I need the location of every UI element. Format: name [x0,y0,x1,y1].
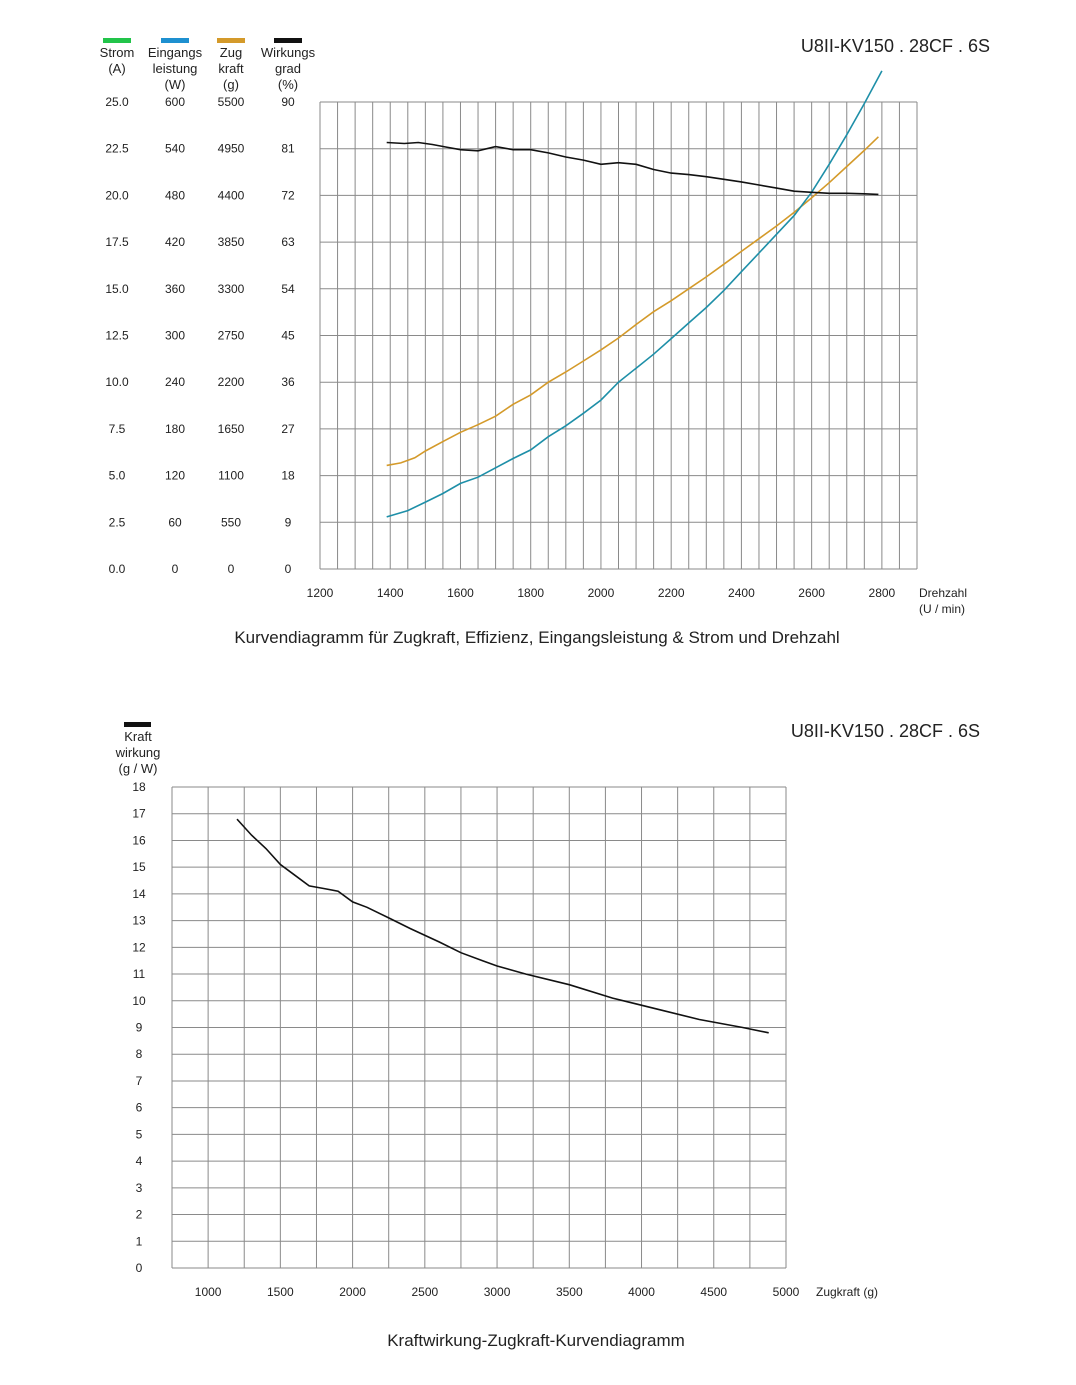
y-tick-label: 12 [132,940,146,955]
y-tick-label-strom: 12.5 [105,328,129,343]
y-tick-label-wirkungsgrad: 36 [281,375,295,390]
x-tick-label: 1200 [306,586,334,600]
y-tick-label-wirkungsgrad: 72 [281,188,295,203]
x-tick-label: 1800 [517,586,545,600]
y-tick-label-zugkraft: 2200 [217,375,245,390]
x-tick-label: 2600 [798,586,825,600]
y-tick-label-eingangsleistung: 180 [164,421,186,436]
x-tick-label: 5000 [772,1285,800,1299]
y-tick-label-zugkraft: 1650 [217,421,245,436]
y-tick-label-eingangsleistung: 120 [164,468,186,483]
y-tick-label-strom: 7.5 [108,421,126,436]
x-tick-label: 2000 [339,1285,366,1299]
y-tick-label-strom: 15.0 [105,281,129,296]
y-tick-label: 18 [132,780,146,794]
y-tick-label: 14 [132,886,146,901]
y-tick-label-zugkraft: 5500 [217,95,245,109]
y-tick-label-wirkungsgrad: 27 [281,421,295,436]
y-tick-label-strom: 0.0 [108,562,126,576]
y-tick-label-eingangsleistung: 240 [164,375,186,390]
axis-title-wirkungsgrad: (%) [277,77,299,92]
y-axis-title: wirkung [115,745,161,760]
y-tick-label-strom: 20.0 [105,188,129,203]
y-tick-label: 5 [135,1127,143,1142]
y-tick-label-strom: 25.0 [105,95,129,109]
x-tick-label: 1600 [447,586,474,600]
axis-title-strom: Strom [99,45,135,60]
y-tick-label-strom: 5.0 [108,468,126,483]
y-tick-label-eingangsleistung: 0 [171,562,179,576]
legend-swatch [124,722,151,727]
y-tick-label-strom: 22.5 [105,141,129,156]
y-tick-label-zugkraft: 2750 [217,328,245,343]
y-axis-title: Kraft [124,729,152,744]
y-tick-label: 4 [135,1154,143,1169]
y-tick-label-wirkungsgrad: 54 [281,281,295,296]
chart-efficiency-vs-thrust [0,690,1076,1385]
axis-title-eingangsleistung: leistung [152,61,198,76]
chart-caption: Kraftwirkung-Zugkraft-Kurvendiagramm [387,1331,685,1350]
x-tick-label: 1400 [376,586,404,600]
model-name: U8II-KV150 . 28CF . 6S [800,36,990,56]
model-name: U8II-KV150 . 28CF . 6S [790,721,980,741]
series-line-eingangsleistung [387,71,882,517]
y-tick-label: 7 [135,1073,143,1088]
y-tick-label-zugkraft: 3300 [217,281,245,296]
axis-title-zugkraft: Zug [219,45,243,60]
x-tick-label: 3500 [555,1285,583,1299]
x-axis-title: Zugkraft (g) [816,1285,879,1299]
axis-title-wirkungsgrad: Wirkungs [260,45,316,60]
y-tick-label-eingangsleistung: 480 [164,188,186,203]
x-axis-title: (U / min) [919,602,965,616]
axis-title-zugkraft: kraft [218,61,244,76]
y-tick-label-eingangsleistung: 540 [164,141,186,156]
y-tick-label-wirkungsgrad: 0 [284,562,292,576]
y-tick-label: 11 [132,967,146,982]
y-tick-label: 0 [135,1261,143,1275]
y-tick-label-zugkraft: 4950 [217,141,245,156]
legend-swatch-eingangsleistung [161,38,189,43]
axis-title-wirkungsgrad: grad [274,61,302,76]
legend-swatch-zugkraft [217,38,245,43]
y-tick-label-wirkungsgrad: 81 [281,141,295,156]
axis-title-strom: (A) [108,61,126,76]
y-tick-label-wirkungsgrad: 45 [281,328,295,343]
y-tick-label: 3 [135,1180,143,1195]
y-tick-label: 6 [135,1100,143,1115]
x-tick-label: 2400 [728,586,755,600]
x-tick-label: 2200 [657,586,685,600]
y-tick-label: 1 [135,1234,143,1249]
y-tick-label-strom: 2.5 [108,515,126,530]
axis-title-eingangsleistung: (W) [164,77,186,92]
y-axis-title: (g / W) [118,761,158,776]
y-tick-label: 8 [135,1047,143,1062]
x-tick-label: 2000 [587,586,615,600]
y-tick-label: 2 [135,1207,143,1222]
y-tick-label-eingangsleistung: 420 [164,235,186,250]
y-tick-label-strom: 10.0 [105,375,129,390]
x-tick-label: 1000 [194,1285,222,1299]
y-tick-label-zugkraft: 4400 [217,188,245,203]
legend-swatch-wirkungsgrad [274,38,302,43]
y-tick-label: 17 [132,806,146,821]
y-tick-label-zugkraft: 0 [227,562,235,576]
y-tick-label-zugkraft: 550 [220,515,242,530]
y-tick-label-wirkungsgrad: 9 [284,515,292,530]
y-tick-label-zugkraft: 3850 [217,235,245,250]
y-tick-label-eingangsleistung: 360 [164,281,186,296]
y-tick-label-strom: 17.5 [105,235,129,250]
y-tick-label: 15 [132,860,146,875]
axis-title-eingangsleistung: Eingangs [147,45,203,60]
y-tick-label-eingangsleistung: 300 [164,328,186,343]
y-tick-label-wirkungsgrad: 18 [281,468,295,483]
y-tick-label: 16 [132,833,146,848]
y-tick-label-wirkungsgrad: 63 [281,235,295,250]
x-tick-label: 2800 [868,586,896,600]
x-tick-label: 3000 [483,1285,511,1299]
x-tick-label: 2500 [411,1285,439,1299]
y-tick-label-eingangsleistung: 600 [164,95,186,109]
y-tick-label-wirkungsgrad: 90 [281,95,295,109]
axis-title-zugkraft: (g) [223,77,239,92]
y-tick-label: 9 [135,1020,143,1035]
x-axis-title: Drehzahl [919,586,968,600]
y-tick-label: 10 [132,993,146,1008]
y-tick-label-zugkraft: 1100 [218,468,244,483]
y-tick-label: 13 [132,913,146,928]
y-tick-label-eingangsleistung: 60 [168,515,182,530]
chart-caption: Kurvendiagramm für Zugkraft, Effizienz, Eingangsleistung & Strom und Drehzahl [234,628,840,647]
chart-speed-curves [0,0,1076,690]
legend-swatch-strom [103,38,131,43]
x-tick-label: 4500 [700,1285,728,1299]
x-tick-label: 1500 [267,1285,294,1299]
x-tick-label: 4000 [628,1285,655,1299]
